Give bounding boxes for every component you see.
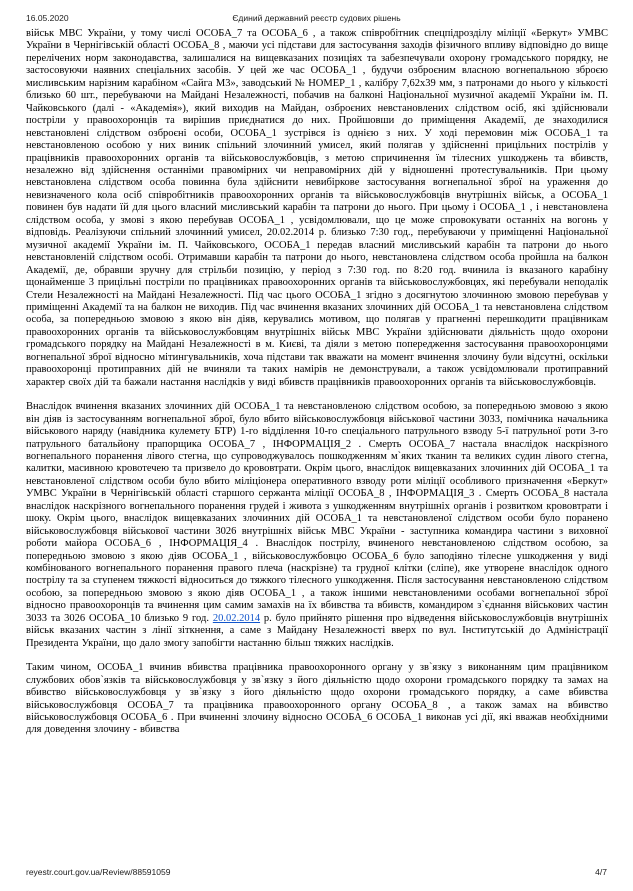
paragraph-text: Внаслідок вчинення вказаних злочинних дій ОСОБА_1 та невстановленою слідством особою, за попередньою змовою з якою він діяв із застосуванням вогнепальної зброї, було вбито військовослужбовця військової частини 3033, помічника начальника військового наряду (навідника кулемету БТР) 1-го відділення 10-го спеціального патрульного взводу 5-ї патрульної роти 3-го патрульного батальйону прапорщика ОСОБА_7 , ІНФОРМАЦІЯ_2 . Смерть ОСОБА_7 настала внаслідок наскрізного вогнепального поранення лівого стегна, що супроводжувалось пошкодженням м`яких тканин та великих судин лівого стегна, калитки, масивною кровотечею та призвело до крововтрати. Окрім цього, внаслідок вищевказаних злочинних дій ОСОБА_1 та невстановленої слідством особи було вбито міліціонера оперативного взводу роти міліції особливого призначення «Беркут» УМВС України в Чернігівській області старшого сержанта міліції ОСОБА_8 , ІНФОРМАЦІЯ_3 . Смерть ОСОБА_8 настала внаслідок наскрізного вогнепального поранення грудей і живота з ушкодженням внутрішніх органів і розвитком крововтрати і шоку. Окрім цього, внаслідок вищевказаних злочинних дій ОСОБА_1 та невстановленої слідством особи було поранено військовослужбовця військової частини 3026 внутрішніх військ МВС України - заступника командира частини з виховної роботи майора ОСОБА_6 , ІНФОРМАЦІЯ_4 . Внаслідок пострілу, вчиненого невстановленою слідством особою, за попередньою змовою з якою діяв ОСОБА_1 , військовослужбовцю ОСОБА_6 було заподіяно тілесне ушкодження у виді комбінованого вогнепального поранення правого плеча (наскрізне) та грудної клітки (сліпе), яке утворене внаслідок одного пострілу та за ступенем тяжкості відноситься до тяжкого тілесного ушкодження. Після застосування невстановленою слідством особою, за попередньою змовою з якою діяв ОСОБА_1 , а також іншими невстановленими особами вогнепальної зброї відносно правоохоронців та вчинення цим самим замахів на їх вбивства та вбивств, командиром з`єднання військових частин 3033 та 3026 ОСОБА_10 близько 9 год. [26, 401, 608, 624]
paragraph-text: р. було прийнято рішення про відведення військовослужбовців внутрішніх військ вказаних частин з лінії зіткнення, а саме з Майдану Незалежності вверх по вул. Інститутській до Адміністрації Президента України, що дало змогу запобігти настанню більш тяжких наслідків. [26, 612, 608, 649]
page-header [26, 13, 607, 25]
page-footer [26, 867, 607, 877]
footer-url: reyestr.court.gov.ua/Review/88591059 [26, 867, 171, 877]
paragraph [26, 28, 608, 389]
date-link[interactable]: 20.02.2014 [212, 612, 261, 624]
paragraph-text: Таким чином, ОСОБА_1 вчинив вбивства працівника правоохоронного органу у зв`язку з виконанням цим працівником службових обов`язків та військовослужбовця у зв`язку з його діяльністю щодо охорони громадського порядку та замах на вбивство військовослужбовця у зв`язку з його діяльністю щодо охорони громадського порядку, а саме вбивства військовослужбовця ОСОБА_7 та працівника правоохоронного органу ОСОБА_8 , а також замах на вбивство військовослужбовця ОСОБА_6 . При вчиненні злочину відносно ОСОБА_6 ОСОБА_1 виконав усі дії, які вважав необхідними для доведення злочину - вбивства [26, 662, 608, 736]
document-body [26, 28, 608, 749]
paragraph [26, 401, 608, 650]
paragraph [26, 662, 608, 737]
header-title: Єдиний державний реєстр судових рішень [232, 13, 401, 23]
header-date: 16.05.2020 [26, 13, 69, 23]
footer-page-indicator: 4/7 [595, 867, 607, 877]
paragraph-text: військ МВС України, у тому числі ОСОБА_7 та ОСОБА_6 , а також співробітник спецпідрозділу міліції «Беркут» УМВС України в Чернігівській області ОСОБА_8 , маючи усі підстави для застосування заходів фізичного впливу відповідно до вище перелічених норм законодавства, залишалися на вищевказаних позиціях та забезпечували охорону громадського порядку, не застосовуючи наявних спеціальних засобів. У цей же час ОСОБА_1 , будучи озброєним власною вогнепальною зброєю мисливським нарізним карабіном «Сайга М3», заводський № НОМЕР_1 , калібру 7,62х39 мм, з патронами до нього у кількості близько 60 шт., перебуваючи на Майдані Незалежності, побачив на балконі Національної музичної академії України ім. П. Чайковського (далі - «Академія»), який виходив на Майдан, озброєних невстановлених слідством осіб, які здійснювали постріли у правоохоронців та вирішив приєднатися до них. Пройшовши до приміщення Академії, де знаходилися невстановлені слідством озброєні особи, ОСОБА_1 зустрівся із однією з них. У ході перемовин між ОСОБА_1 та невстановленою особою у них виник спільний злочинний умисел, який полягав у здійсненні прицільних пострілів у працівників правоохоронних органів та військовослужбовців, з метою спричинення їм тілесних ушкоджень та вбивств, незалежно від здійснення останніми правомірних чи неправомірних дій у відношенні протестувальників. При цьому невстановлена слідством особа повинна була здійснити невибіркове застосування вогнепальної зброї на ураження до невизначеного кола осіб співробітників правоохоронних органів та військовослужбовців внутрішніх військ, а ОСОБА_1 повинен був надати їй для цього власний мисливський карабін та патрони до нього. При цьому і ОСОБА_1 , і невстановлена слідством особа, у змові з якою перебував ОСОБА_1 , усвідомлювали, що це може спровокувати останніх на вогонь у відповідь. Реалізуючи спільний злочинний умисел, 20.02.2014 р. близько 7:30 год., перебуваючи у приміщенні Національної музичної академії України ім. П. Чайковського, ОСОБА_1 передав власний мисливський карабін та патрони до нього невстановленій слідством особі. Отримавши карабін та патрони до нього, невстановлена слідством особа пройшла на балкон Академії, де, обравши зручну для стрільби позицію, у період з 7:30 год. по 8:20 год. вчинила із вказаного карабіну щонайменше 3 прицільні постріли по працівниках правоохоронних органів та військовослужбовцях, які перебували неподалік Стели Незалежності на Майдані Незалежності. Під час цього ОСОБА_1 згідно з досягнутою злочинною змовою перебував у приміщенні Академії та на балкон не виходив. Під час вчинення вказаних злочинних дій ОСОБА_1 та невстановлена слідством особа, за попередньою змовою з якою він діяв, керувались мотивом, що полягав у прагненні перешкодити працівникам правоохоронних органів та військовослужбовцям внутрішніх військ МВС України здійснювати діяльність щодо охорони громадського порядку на Майдані Незалежності в м. Києві, та діяли з метою попередження застосування правоохоронцями вогнепальної зброї відносно мітингувальників, хоча підстави так вважати на момент вчинення злочину були відсутні, оскільки правоохоронці протиправних дій не вчиняли та таких намірів не демонстрували, а також усвідомлювали протиправний характер своїх дій та бажали настання наслідків у виді вбивств працівників правоохоронних органів та військовослужбовців. [26, 28, 608, 388]
